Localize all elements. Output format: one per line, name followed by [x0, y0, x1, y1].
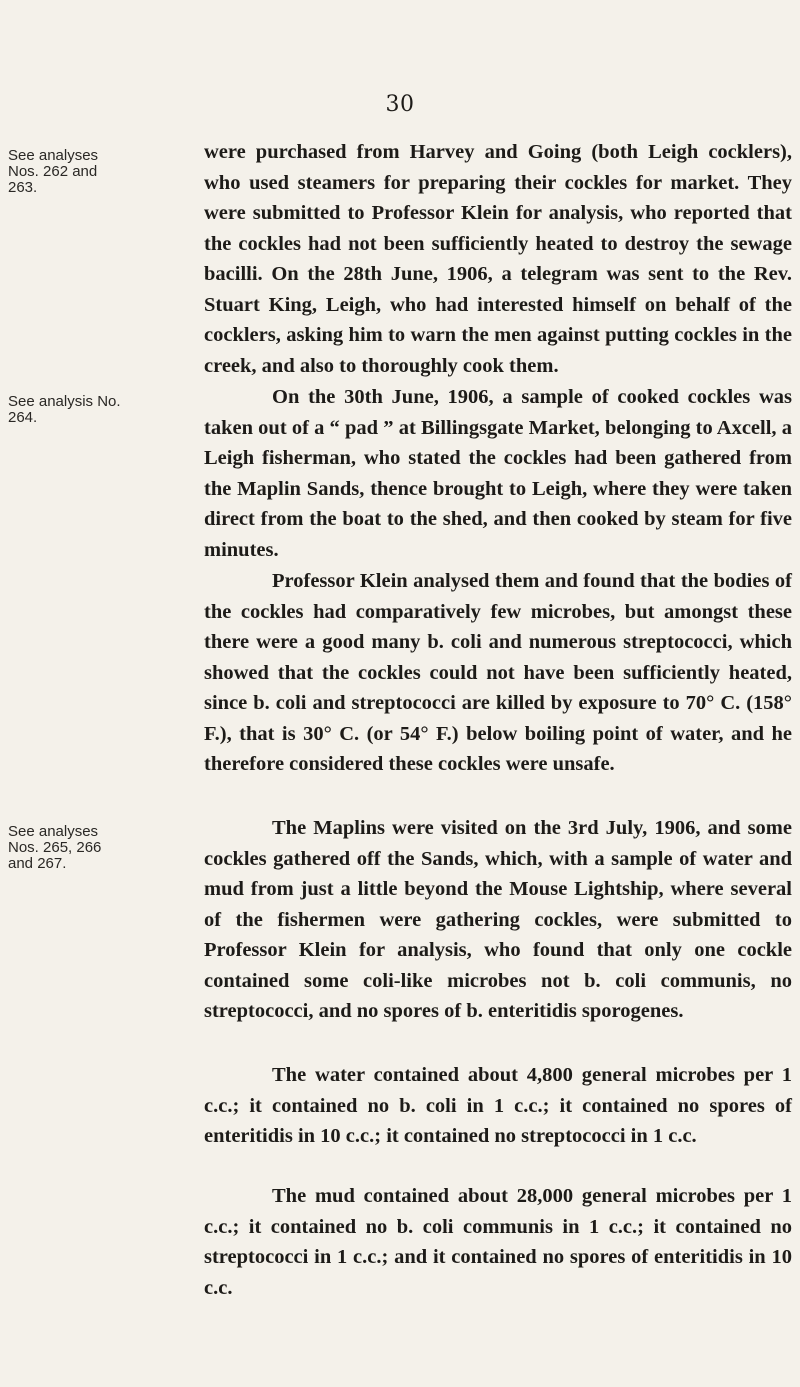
paragraph-water-results: The water contained about 4,800 general microbes per 1 c.c.; it contained no b. coli in 1 c.c.; it contained no spores of enteritidis in 10 c.c.; it contained no streptococci in 1 c.c.: [204, 1064, 792, 1147]
paragraph-billingsgate-sample: On the 30th June, 1906, a sample of cooked cockles was taken out of a “ pad ” at Billingsgate Market, belonging to Axcell, a Leigh fisherman, who stated the cockles had been gathered from the Maplin Sands, thence brought to Leigh, where they were taken direct from the boat to the shed, and then cooked by steam for five minutes.: [204, 386, 792, 561]
margin-note-analysis-264: See analysis No. 264.: [8, 393, 121, 426]
margin-note-analyses-262-263: See analyses Nos. 262 and 263.: [8, 147, 99, 196]
margin-note-analyses-265-267: See analyses Nos. 265, 266 and 267.: [8, 823, 102, 872]
paragraph-klein-analysis: Professor Klein analysed them and found that the bodies of the cockles had comparatively few microbes, but amongst these there were a good many b. coli and numerous streptococci, which showed that the cockles could not have been sufficiently heated, since b. coli and streptococci are killed by exposure to 70° C. (158° F.), that is 30° C. (or 54° F.) below boiling point of water, and he therefore considered these cockles were unsafe.: [204, 570, 792, 775]
page-number: 30: [385, 92, 415, 117]
paragraph-maplins-visit: The Maplins were visited on the 3rd July, 1906, and some cockles gathered off the Sands, which, with a sample of water and mud from just a little beyond the Mouse Lightship, where several of the fishermen were gathering cockles, were submitted to Professor Klein for analysis, who found that only one cockle contained some coli-like microbes not b. coli communis, no streptococci, and no spores of b. enteritidis sporogenes.: [204, 817, 792, 1022]
paragraph-purchased-cockles: were purchased from Harvey and Going (both Leigh cocklers), who used steamers for preparing their cockles for market. They were submitted to Professor Klein for analysis, who reported that the cockles had not been sufficiently heated to destroy the sewage bacilli. On the 28th June, 1906, a telegram was sent to the Rev. Stuart King, Leigh, who had interested himself on behalf of the cocklers, asking him to warn the men against putting cockles in the creek, and also to thoroughly cook them.: [204, 141, 792, 377]
paragraph-mud-results: The mud contained about 28,000 general microbes per 1 c.c.; it contained no b. coli communis in 1 c.c.; it contained no streptococci in 1 c.c.; and it contained no spores of enteritidis in 10 c.c.: [204, 1185, 792, 1299]
